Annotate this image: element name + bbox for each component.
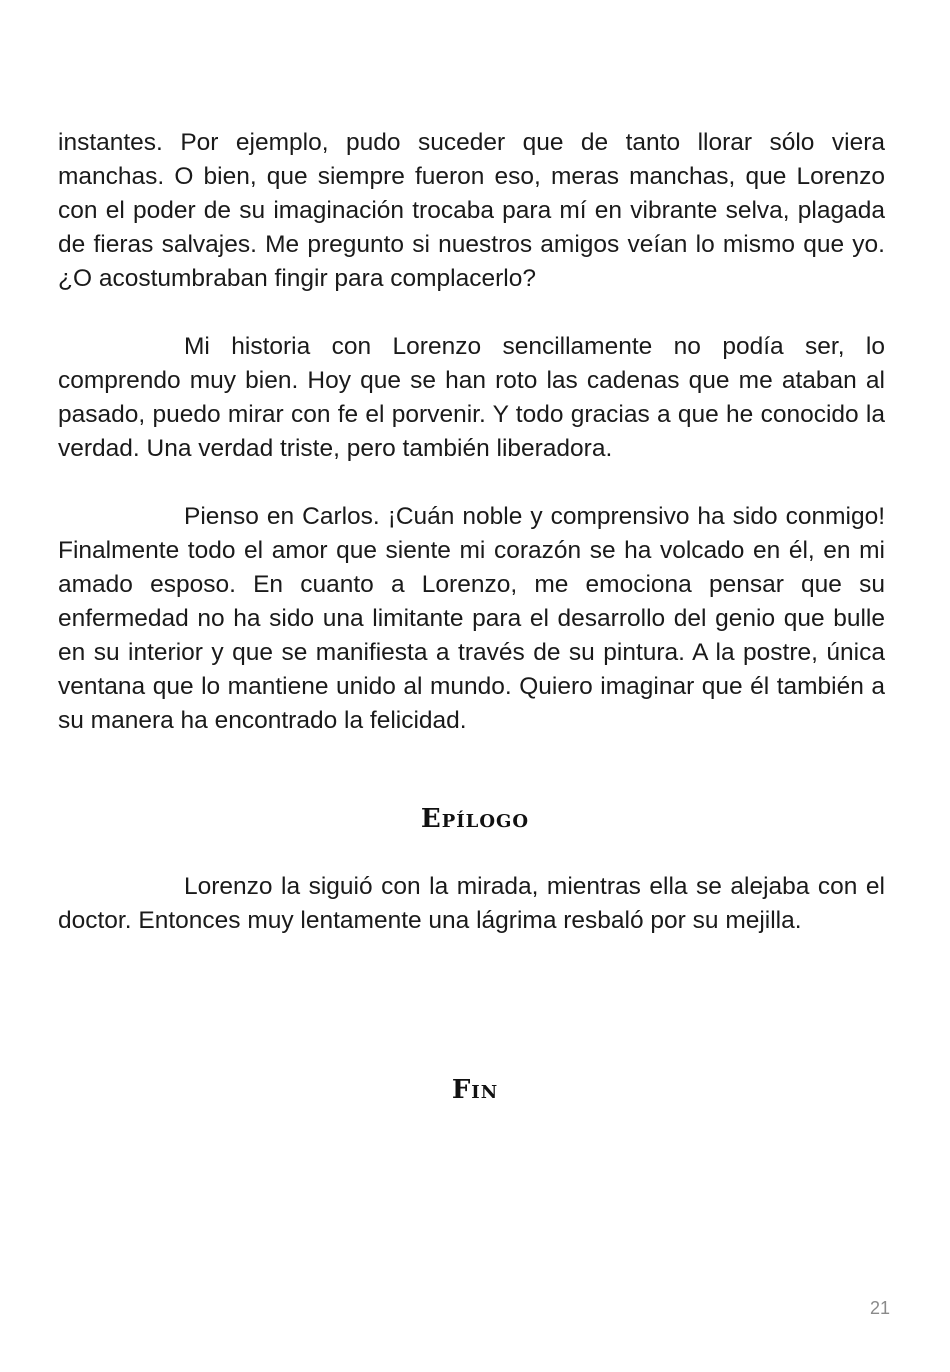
epilogue-paragraph: Lorenzo la siguió con la mirada, mientras ella se alejaba con el doctor. Entonces muy lentamente una lágrima resbaló por su mejilla. <box>58 873 885 934</box>
epilogue-heading: Epílogo <box>420 804 530 834</box>
main-text <box>58 126 885 738</box>
end-heading: Fin <box>451 1075 499 1105</box>
page-number: 21 <box>869 1298 890 1318</box>
paragraph-spacer <box>58 466 885 500</box>
paragraph-spacer <box>58 296 885 330</box>
epilogue-section <box>58 870 885 938</box>
paragraph-2: Mi historia con Lorenzo sencillamente no podía ser, lo comprendo muy bien. Hoy que se han roto las cadenas que me ataban al pasado, puedo mirar con fe el porvenir. Y todo gracias a que he conocido la verdad. Una verdad triste, pero también liberadora. <box>58 333 885 462</box>
paragraph-3: Pienso en Carlos. ¡Cuán noble y comprensivo ha sido conmigo! Finalmente todo el amor que siente mi corazón se ha volcado en él, en mi amado esposo. En cuanto a Lorenzo, me emociona pensar que su enfermedad no ha sido una limitante para el desarrollo del genio que bulle en su interior y que se manifiesta a través de su pintura. A la postre, única ventana que lo mantiene unido al mundo. Quiero imaginar que él también a su manera ha encontrado la felicidad. <box>58 503 885 734</box>
paragraph-1: instantes. Por ejemplo, pudo suceder que de tanto llorar sólo viera manchas. O bien, que siempre fueron eso, meras manchas, que Lorenzo con el poder de su imaginación trocaba para mí en vibrante selva, plagada de fieras salvajes. Me pregunto si nuestros amigos veían lo mismo que yo. ¿O acostumbraban fingir para complacerlo? <box>58 129 885 292</box>
